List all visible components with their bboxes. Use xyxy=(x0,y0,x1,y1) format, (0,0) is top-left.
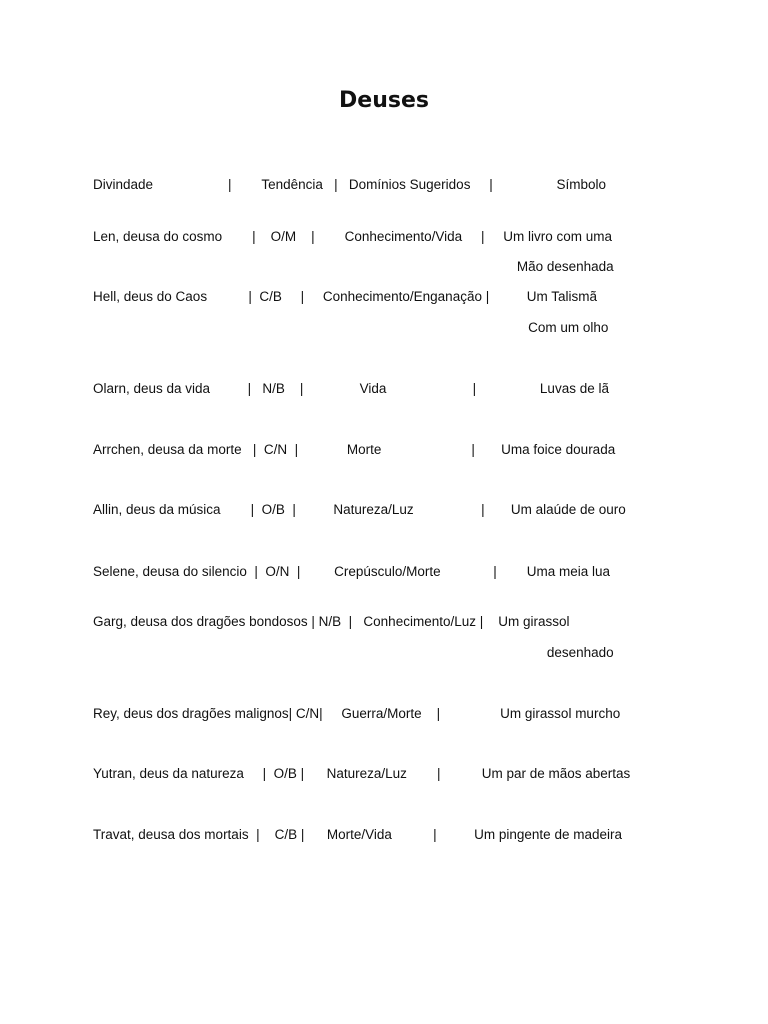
table-row-yutran: Yutran, deus da natureza | O/B | Natureza/Luz | Um par de mãos abertas xyxy=(93,766,631,781)
table-row-olarn: Olarn, deus da vida | N/B | Vida | Luvas de lã xyxy=(93,381,609,396)
page-title: Deuses xyxy=(339,88,429,113)
table-row-rey: Rey, deus dos dragões malignos| C/N| Guerra/Morte | Um girassol murcho xyxy=(93,706,621,721)
table-row-len: Len, deusa do cosmo | O/M | Conhecimento/Vida | Um livro com uma xyxy=(93,229,612,244)
table-row-hell: Hell, deus do Caos | C/B | Conhecimento/Enganação | Um Talismã xyxy=(93,289,597,304)
table-row-allin: Allin, deus da música | O/B | Natureza/Luz | Um alaúde de ouro xyxy=(93,502,626,517)
table-row-selene: Selene, deusa do silencio | O/N | Crepúsculo/Morte | Uma meia lua xyxy=(93,564,610,579)
table-row-arrchen: Arrchen, deusa da morte | C/N | Morte | Uma foice dourada xyxy=(93,442,616,457)
table-row-hell-continuation: Com um olho xyxy=(93,320,609,335)
table-row-garg-continuation: desenhado xyxy=(93,645,614,660)
table-header-row: Divindade | Tendência | Domínios Sugeridos | Símbolo xyxy=(93,177,606,192)
table-row-travat: Travat, deusa dos mortais | C/B | Morte/Vida | Um pingente de madeira xyxy=(93,827,622,842)
table-row-garg: Garg, deusa dos dragões bondosos | N/B | Conhecimento/Luz | Um girassol xyxy=(93,614,570,629)
table-row-len-continuation: Mão desenhada xyxy=(93,259,614,274)
